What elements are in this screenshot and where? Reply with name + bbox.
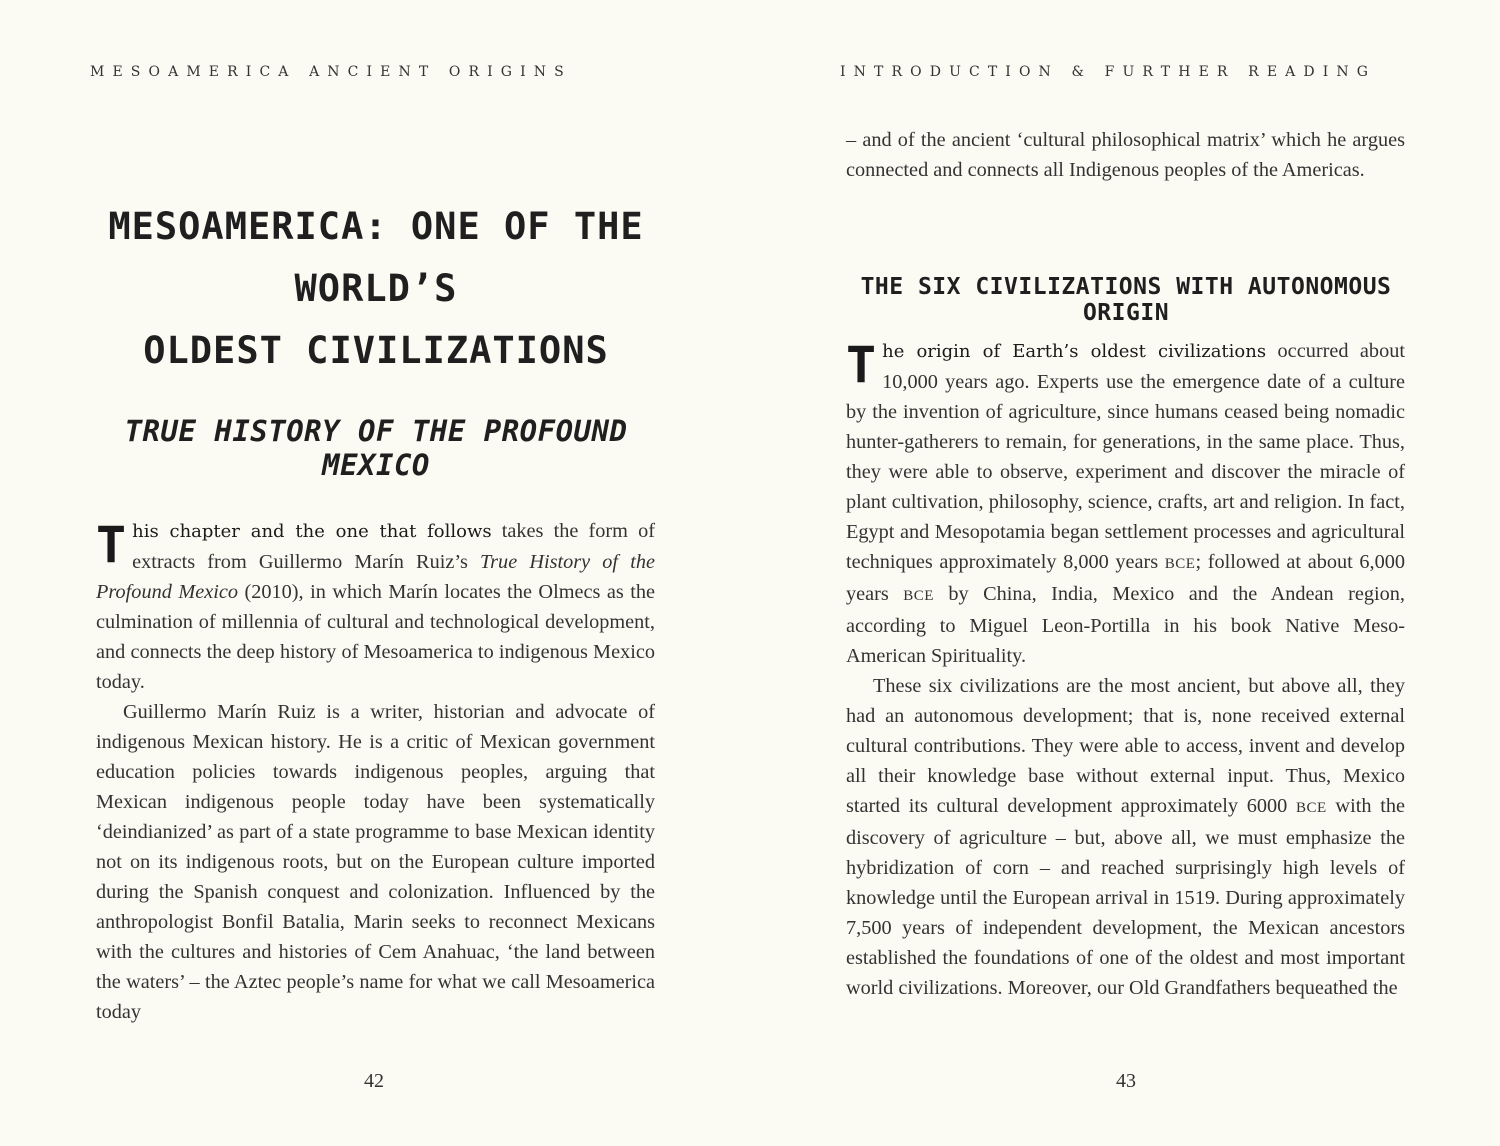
running-head-right: INTRODUCTION & FURTHER READING (840, 64, 1377, 80)
paragraph-text: ; followed at about 6,000 years (846, 551, 1406, 605)
running-head-left: MESOAMERICA ANCIENT ORIGINS (90, 64, 572, 80)
small-caps-bce: BCE (903, 588, 934, 604)
small-caps-bce: BCE (1296, 800, 1327, 816)
drop-cap: T (846, 336, 877, 394)
paragraph-2-right (846, 671, 1405, 1003)
small-caps-bce: BCE (1164, 556, 1196, 572)
paragraph-1-left (96, 516, 655, 697)
section-title-right: THE SIX CIVILIZATIONS WITH AUTONOMOUS ORIGIN (860, 274, 1392, 326)
paragraph-text: (2010), in which Marín locates the Olmecs as the culmination of millennia of cultural and technological development, and connects the deep history of Mesoamerica to indigenous Mexico today. (96, 581, 655, 693)
lead-in: he origin of Earth’s oldest civilizations (882, 341, 1267, 362)
lead-in: his chapter and the one that follows (132, 521, 492, 542)
chapter-title (96, 196, 656, 382)
page-number-right: 43 (1116, 1070, 1136, 1092)
book-title-italic: True History of the Profound Mexico (96, 551, 655, 603)
paragraph-continuation: – and of the ancient ‘cultural philosophical matrix’ which he argues connected and connects all Indigenous peoples of the Americas. (846, 129, 1405, 181)
right-page (750, 0, 1500, 1146)
drop-cap: T (96, 516, 127, 574)
paragraph-text: takes the form of extracts from Guillermo Marín Ruiz’s (132, 520, 655, 573)
body-text-left (96, 516, 655, 1027)
paragraph-2-left: Guillermo Marín Ruiz is a writer, historian and advocate of indigenous Mexican history. He is a critic of Mexican government education policies towards indigenous peoples, arguing that Mexican indigenous people today have been systematically ‘deindianized’ as part of a state programme to base Mexican identity not on its indigenous roots, but on the European culture imported during the Spanish conquest and colonization. Influenced by the anthropologist Bonfil Batalia, Marin seeks to reconnect Mexicans with the cultures and histories of Cem Anahuac, ‘the land between the waters’ – the Aztec people’s name for what we call Mesoamerica today (96, 701, 655, 1023)
paragraph-1-right (846, 336, 1405, 671)
continuation-text (846, 125, 1405, 185)
paragraph-text: by China, India, Mexico and the Andean region, according to Miguel Leon-Portilla in his book Native Meso-American Spirituality. (846, 583, 1405, 667)
paragraph-text: occurred about 10,000 years ago. Experts use the emergence date of a culture by the invention of agriculture, since humans ceased being nomadic hunter-gatherers to remain, for generations, in the same place. Thus, they were able to observe, experiment and discover the miracle of plant cultivation, philosophy, science, crafts, art and religion. In fact, Egypt and Mesopotamia began settlement processes and agricultural techniques approximately 8,000 years (846, 340, 1405, 573)
body-text-right (846, 336, 1405, 1003)
paragraph-text: These six civilizations are the most ancient, but above all, they had an autonomous development; that is, none received external cultural contributions. They were able to access, invent and develop all their knowledge base without external input. Thus, Mexico started its cultural development approximately 6000 (846, 675, 1405, 817)
paragraph-text: with the discovery of agriculture – but, above all, we must emphasize the hybridization of corn – and reached surprisingly high levels of knowledge until the European arrival in 1519. During approximately 7,500 years of independent development, the Mexican ancestors established the foundations of one of the oldest and most important world civilizations. Moreover, our Old Grandfathers bequeathed the (846, 795, 1405, 999)
section-title-left: TRUE HISTORY OF THE PROFOUND MEXICO (124, 414, 628, 482)
page-number-left: 42 (364, 1070, 384, 1092)
chapter-title-line2: OLDEST CIVILIZATIONS (143, 329, 609, 372)
chapter-title-line1: MESOAMERICA: ONE OF THE WORLD’S (108, 205, 644, 310)
